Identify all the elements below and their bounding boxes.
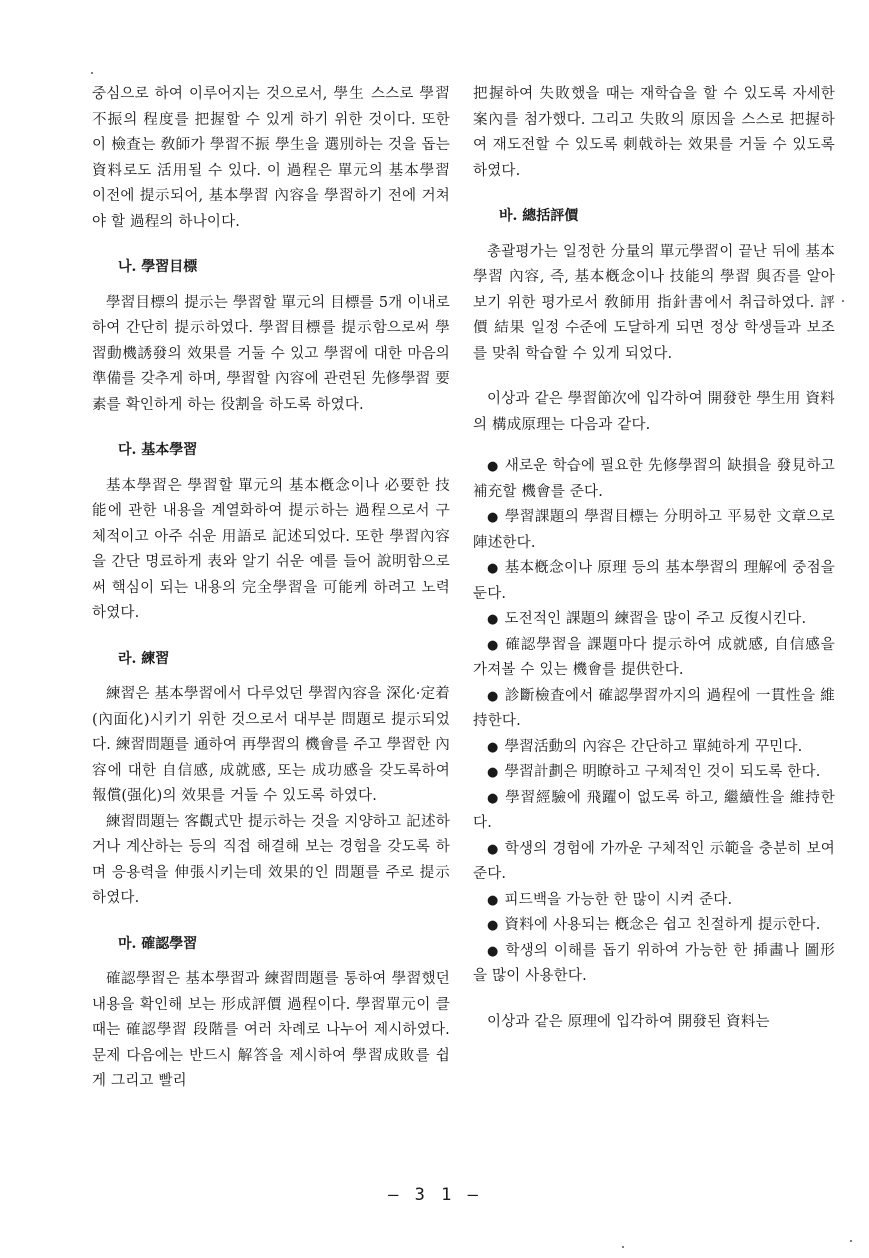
principle-bullet-item <box>473 633 835 684</box>
scan-speck <box>622 1246 624 1248</box>
page-number: — 3 1 — <box>388 1185 481 1205</box>
continued-paragraph: 把握하여 失敗했을 때는 재학습을 할 수 있도록 자세한 案內를 첨가했다. 그리고 失敗의 原因을 스스로 把握하여 재도전할 수 있도록 刺戟하는 效果를 거둘 수 있도록 하였다. <box>473 86 835 179</box>
principle-bullet-text: 새로운 학습에 필요한 先修學習의 缺損을 發見하고 補充할 機會를 준다. <box>473 458 835 500</box>
principle-bullet-text: 資料에 사용되는 槪念은 쉽고 친절하게 提示한다. <box>504 917 821 933</box>
principle-bullet-item <box>473 837 835 888</box>
section-heading-learning-goals: 나. 學習目標 <box>118 259 198 275</box>
basic-learning-paragraph: 基本學習은 學習할 單元의 基本槪念이나 必要한 技能에 관한 내용을 계열화하여 提示하는 過程으로서 구체적이고 아주 쉬운 用語로 記述되었다. 또한 學習內容을 간단 명료하게 表와 알기 쉬운 예를 들어 說明함으로써 핵심이 되는 내용의 完全學習을 可能케 하려고 노력하였다. <box>92 477 450 621</box>
right-column <box>473 82 835 1035</box>
principles-intro-paragraph: 이상과 같은 學習節次에 입각하여 開發한 學生用 資料의 構成原理는 다음과 같다. <box>473 391 835 433</box>
principle-bullet-item <box>473 760 835 786</box>
bullet-dot-icon: ● <box>487 459 499 474</box>
principle-bullet-item <box>473 505 835 556</box>
left-column <box>92 82 450 1095</box>
principle-bullet-text: 基本槪念이나 原理 등의 基本學習의 理解에 중점을 둔다. <box>473 560 836 602</box>
confirmation-learning-paragraph: 確認學習은 基本學習과 練習問題를 통하여 學習했던 내용을 확인해 보는 形成評價 過程이다. 學習單元이 클 때는 確認學習 段階를 여러 차례로 나누어 제시하였다. 문제 다음에는 반드시 解答을 제시하여 學習成敗를 쉽게 그리고 빨리 <box>92 971 450 1089</box>
bullet-dot-icon: ● <box>487 841 499 857</box>
bullet-dot-icon: ● <box>487 765 499 780</box>
principle-bullet-item <box>473 939 835 990</box>
principle-bullet-item <box>473 556 835 607</box>
bullet-dot-icon: ● <box>487 892 499 908</box>
section-heading-basic-learning: 다. 基本學習 <box>118 442 198 458</box>
principle-bullet-text: 學習經驗에 飛躍이 없도록 하고, 繼續性을 維持한다. <box>473 789 836 831</box>
principle-bullet-item <box>473 454 835 505</box>
scan-speck <box>842 300 844 302</box>
bullet-dot-icon: ● <box>487 688 499 704</box>
principle-bullet-text: 診斷檢査에서 確認學習까지의 過程에 一貫性을 維持한다. <box>473 687 835 729</box>
principles-bullet-list <box>473 454 835 990</box>
principle-bullet-text: 學習課題의 學習目標는 分明하고 平易한 文章으로 陣述한다. <box>473 509 835 551</box>
principle-bullet-item <box>473 888 835 914</box>
bullet-dot-icon: ● <box>487 561 499 576</box>
scan-speck <box>91 72 93 74</box>
intro-paragraph: 중심으로 하여 이루어지는 것으로서, 學生 스스로 學習不振의 程度를 把握할 수 있게 하기 위한 것이다. 또한 이 檢査는 敎師가 學習不振 學生을 選別하는 것을 돕는 資料로도 活用될 수 있다. 이 過程은 單元의 基本學習 이전에 提示되어, 基本學習 內容을 學習하기 전에 거쳐야 할 過程의 하나이다. <box>92 86 450 230</box>
principle-bullet-item <box>473 786 835 837</box>
scan-speck <box>850 1240 852 1242</box>
principle-bullet-text: 도전적인 課題의 練習을 많이 주고 反復시킨다. <box>504 611 807 627</box>
principle-bullet-text: 피드백을 가능한 한 많이 시켜 준다. <box>504 891 733 908</box>
bullet-dot-icon: ● <box>487 637 500 653</box>
principle-bullet-text: 學習計劃은 明瞭하고 구체적인 것이 되도록 한다. <box>504 764 821 780</box>
bullet-dot-icon: ● <box>487 739 499 755</box>
principle-bullet-text: 學習活動의 內容은 간단하고 單純하게 꾸민다. <box>504 738 803 755</box>
principle-bullet-item <box>473 607 835 633</box>
section-heading-summative-evaluation: 바. 總括評價 <box>499 208 579 224</box>
principle-bullet-item <box>473 684 835 735</box>
bullet-dot-icon: ● <box>487 943 500 959</box>
bullet-dot-icon: ● <box>487 510 499 525</box>
bullet-dot-icon: ● <box>487 790 500 806</box>
principle-bullet-item <box>473 735 835 761</box>
bullet-dot-icon: ● <box>487 918 499 933</box>
summative-evaluation-paragraph: 총괄평가는 일정한 分量의 單元學習이 끝난 뒤에 基本學習 內容, 즉, 基本槪念이나 技能의 學習 與否를 알아보기 위한 평가로서 敎師用 指針書에서 취급하였다. 評價 結果 일정 수준에 도달하게 되면 정상 학생들과 보조를 맞춰 학습할 수 있게 되었다. <box>473 243 835 362</box>
principle-bullet-text: 학생의 경험에 가까운 구체적인 示範을 충분히 보여 준다. <box>473 840 835 882</box>
learning-goals-paragraph: 學習目標의 提示는 學習할 單元의 目標를 5개 이내로 하여 간단히 提示하였다. 學習目標를 提示함으로써 學習動機誘發의 效果를 거둘 수 있고 學習에 대한 마음의 準備를 갖추게 하며, 學習할 內容에 관련된 先修學習 要素를 확인하게 하는 役割을 하도록 하였다. <box>92 294 450 413</box>
principle-bullet-text: 학생의 이해를 돕기 위하여 가능한 한 揷畵나 圖形을 많이 사용한다. <box>473 942 835 984</box>
bullet-dot-icon: ● <box>487 612 499 627</box>
practice-paragraph-1: 練習은 基本學習에서 다루었던 學習內容을 深化·定着(內面化)시키기 위한 것으로서 대부분 問題로 提示되었다. 練習問題를 通하여 再學習의 機會를 주고 學習한 內容에 대한 自信感, 成就感, 또는 成功感을 갖도록하여 報償(强化)의 效果를 거둘 수 있도록 하였다. <box>92 686 450 804</box>
principle-bullet-text: 確認學習을 課題마다 提示하여 成就感, 自信感을 가져볼 수 있는 機會를 提供한다. <box>473 636 835 678</box>
principle-bullet-item <box>473 913 835 939</box>
section-heading-confirmation-learning: 마. 確認學習 <box>118 935 198 952</box>
closing-paragraph: 이상과 같은 原理에 입각하여 開發된 資料는 <box>487 1013 770 1030</box>
practice-paragraph-2: 練習問題는 客觀式만 提示하는 것을 지양하고 記述하거나 계산하는 등의 직접 해결해 보는 경험을 갖도록 하며 응용력을 伸張시키는데 效果的인 問題를 주로 提示하였다. <box>92 813 450 906</box>
section-heading-practice: 라. 練習 <box>118 650 170 667</box>
